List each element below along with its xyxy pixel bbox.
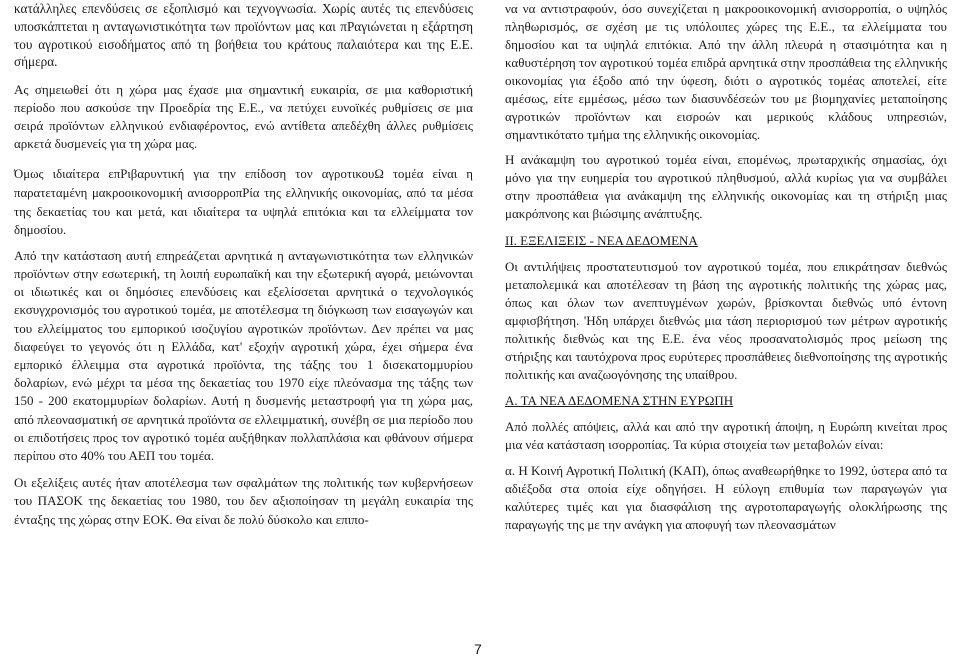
right-paragraph-3: Οι αντιλήψεις προστατευτισμού τον αγροτικού τομέα, που επικράτησαν διεθνώς μεταπολεμικά και αποτέλεσαν τη βάση της αγροτικής πολιτικής της χώρας μας, όπως και όλων των ανεπτυγμένων χωρών, βρίσκονται διεθνώς υπό έντονη αμφισβήτηση. 'Ηδη υπάρχει διεθνώς μια τάση περιορισμού των μέτρων αγροτικής πολιτικής διεθνώς και της Ε.Ε. ένα νέος προσανατολισμός προς μείωση της στήριξης και ταυτόχρονα προς ευρύτερες προσπάθειες διεθνοποίησης της αγροτικής πολιτικής και αναζωογόνησης της υπαίθρου. — [505, 259, 947, 382]
left-paragraph-2: Ας σημειωθεί ότι η χώρα μας έχασε μια σημαντική ευκαιρία, σε μια καθοριστική περίοδο που ασκούσε την Προεδρία της Ε.Ε., να πετύχει ευνοϊκές ρυθμίσεις σε μια σειρά προϊόντων ελληνικού ενδιαφέροντος, ενώ αντίθετα απεδέχθη άλλες ρυθμίσεις αρκετά δυσμενείς για τη χώρα μας. — [14, 82, 473, 151]
left-paragraph-1: κατάλληλες επενδύσεις σε εξοπλισμό και τεχνογνωσία. Χωρίς αυτές τις επενδύσεις υποσκάπτεται η ανταγωνιστικότητα των προϊόντων μας και πΡαγιώνεται η εξάρτηση του αγροτικού εισοδήματος από τη βοήθεια του κράτους παλαιότερα και της Ε.Ε. σήμερα. — [14, 1, 473, 70]
left-column — [14, 0, 473, 529]
right-paragraph-4: Από πολλές απόψεις, αλλά και από την αγροτική άποψη, η Ευρώπη κινείται προς μια νέα κατάσταση ισορροπίας. Τα κύρια στοιχεία των μεταβολών είναι: — [505, 419, 947, 452]
right-paragraph-2: Η ανάκαμψη του αγροτικού τομέα είναι, επομένως, πρωταρχικής σημασίας, όχι μόνο για την ευημερία του αγροτικού πληθυσμού, αλλά κυρίως για να συμβάλει στην προσπάθεια για ανάκαμψη της ελληνικής οικονομίας και τη στήριξη μιας μακρόπνοης και βιώσιμης ανάπτυξης. — [505, 152, 947, 221]
page-number: 7 — [474, 641, 482, 657]
section-heading-developments: ΙΙ. ΕΞΕΛΙΞΕΙΣ - ΝΕΑ ΔΕΔΟΜΕΝΑ — [505, 233, 698, 248]
left-paragraph-3: Όμως ιδιαίτερα επΡιβαρυντική για την επίδοση τον αγροτικουΩ τομέα είναι η παρατεταμένη μακροοικονομική ανισορροπΡία της ελληνικής οικονομίας, από τα μέσα της δεκαετίας του και μετά, και ιδιαίτερα τα υψηλά επιτόκια και τα ελλείμματα τον δημοσίου. — [14, 167, 473, 238]
right-paragraph-1: να να αντιστραφούν, όσο συνεχίζεται η μακροοικονομική ανισορροπία, ο υψηλός πληθωρισμός, σε σχέση με τις υπόλοιπες χώρες της Ε.Ε., τα ελλείμματα του δημοσίου και τα υψηλά επιτόκια. Από την άλλη πλευρά η στασιμότητα και η καθυστέρηση τον αγροτικού τομέα επιδρά αρνητικά στην προσπάθεια της ελληνικής οικονομίας για έξοδο από την ύφεση, διότι ο αγροτικός τομέας αποτελεί, είτε αμέσως, είτε εμμέσως, μέσω των διασυνδέσεών του με βιομηχανίες μεταποίησης αγροτικών προϊόντων και εισροών και μερικούς κλάδους υπηρεσιών, σημαντικότατο τμήμα της ελληνικής οικονομίας. — [505, 1, 947, 142]
left-paragraph-4: Από την κατάσταση αυτή επηρεάζεται αρνητικά η ανταγωνιστικότητα των ελληνικών προϊόντων στην εσωτερική, τη λοιπή ευρωπαϊκή και την εξωτερική αγορά, μειώνονται οι ιδιωτικές και οι δημόσιες επενδύσεις και εξελίσσεται αρνητικά ο τεχνολογικός εκσυγχρονισμός του αγροτικού τομέα, με αποτέλεσμα τη διόγκωση των εισαγωγών και του ελλείμματος του εμπορικού ισοζυγίου αγροτικών προϊόντων. Δεν πρέπει να μας διαφεύγει το γεγονός ότι η Ελλάδα, κατ' εξοχήν αγροτική χώρα, έχει σήμερα ένα εμπορικό έλλειμμα στα αγροτικά προϊόντα, της τάξης του 1 δισεκατομμυρίου δολαρίων, ενώ μέχρι τα μέσα της δεκαετίας του 1970 είχε πλεόνασμα της τάξης των 150 - 200 εκατομμυρίων δολαρίων. Αυτή η δυσμενής μεταστροφή για τη χώρα μας, από πλεονασματική σε αρνητικά προϊόντα σε ελλειμματική, συνέβη σε μια περίοδο που οι επιδοτήσεις προς τον αγροτικό τομέα αυξήθηκαν πολλαπλάσια και φθάνουν σήμερα περίπου στο 40% του ΑΕΠ του τομέα. — [14, 247, 473, 463]
left-paragraph-5: Οι εξελίξεις αυτές ήταν αποτέλεσμα των σφαλμάτων της πολιτικής των κυβερνήσεων του ΠΑΣΟΚ της δεκαετίας του 1980, του δεν αξιοποίησαν τη μεγάλη ευκαιρία της ένταξης της χώρας στην ΕΟΚ. Θα είναι δε πολύ δύσκολο και επιπο- — [14, 475, 473, 527]
right-column — [505, 0, 947, 534]
right-paragraph-5: α. Η Κοινή Αγροτική Πολιτική (ΚΑΠ), όπως αναθεωρήθηκε το 1992, ύστερα από τα αδιέξοδα στα οποία είχε οδηγήσει. Η εύλογη επιθυμία των παραγωγών για καλύτερες τιμές και για διασφάλιση της αγροτοπαραγωγής ολοκλήρωσης της παραγωγής της με την ανάγκη για αποφυγή των πλεονασμάτων — [505, 463, 947, 532]
section-heading-europe: Α. ΤΑ ΝΕΑ ΔΕΔΟΜΕΝΑ ΣΤΗΝ ΕΥΡΩΠΗ — [505, 393, 734, 408]
